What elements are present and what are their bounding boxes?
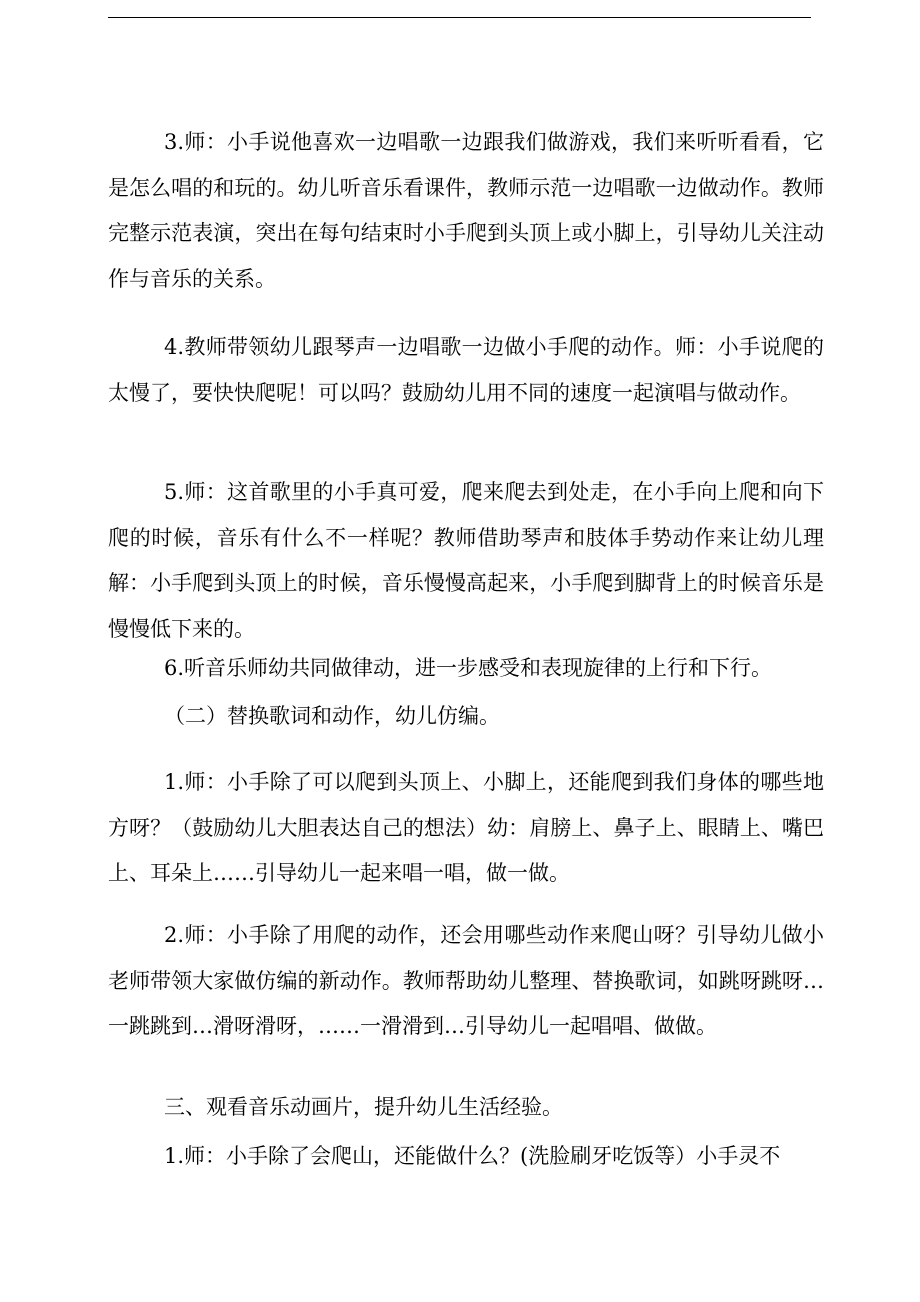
paragraph-sub-2: 2.师：小手除了用爬的动作，还会用哪些动作来爬山呀？引导幼儿做小老师带领大家做仿编的新动作。教师帮助幼儿整理、替换歌词，如跳呀跳呀…一跳跳到…滑呀滑呀，……一滑滑到…引导幼儿一起唱唱、做做。 [108,923,824,1038]
paragraph-3: 3.师：小手说他喜欢一边唱歌一边跟我们做游戏，我们来听听看看，它是怎么唱的和玩的。幼儿听音乐看课件，教师示范一边唱歌一边做动作。教师完整示范表演，突出在每句结束时小手爬到头顶上或小脚上，引导幼儿关注动作与音乐的关系。 [108,130,824,291]
section-heading-3: 三、观看音乐动画片，提升幼儿生活经验。 [164,1095,563,1119]
paragraph-6: 6.听音乐师幼共同做律动，进一步感受和表现旋律的上行和下行。 [164,656,773,680]
paragraph-sub-3-1: 1.师：小手除了会爬山，还能做什么？(洗脸刷牙吃饭等）小手灵不 [164,1144,781,1168]
header-rule [108,17,811,18]
paragraph-5: 5.师：这首歌里的小手真可爱，爬来爬去到处走，在小手向上爬和向下爬的时候，音乐有什么不一样呢？教师借助琴声和肢体手势动作来让幼儿理解：小手爬到头顶上的时候，音乐慢慢高起来，小手爬到脚背上的时候音乐是慢慢低下来的。 [108,480,824,641]
paragraph-sub-1: 1.师：小手除了可以爬到头顶上、小脚上，还能爬到我们身体的哪些地方呀？（鼓励幼儿大胆表达自己的想法）幼：肩膀上、鼻子上、眼睛上、嘴巴上、耳朵上……引导幼儿一起来唱一唱，做一做。 [108,770,824,885]
paragraph-4: 4.教师带领幼儿跟琴声一边唱歌一边做小手爬的动作。师：小手说爬的太慢了，要快快爬呢！可以吗？鼓励幼儿用不同的速度一起演唱与做动作。 [108,335,824,405]
section-heading-2: （二）替换歌词和动作，幼儿仿编。 [164,704,500,728]
